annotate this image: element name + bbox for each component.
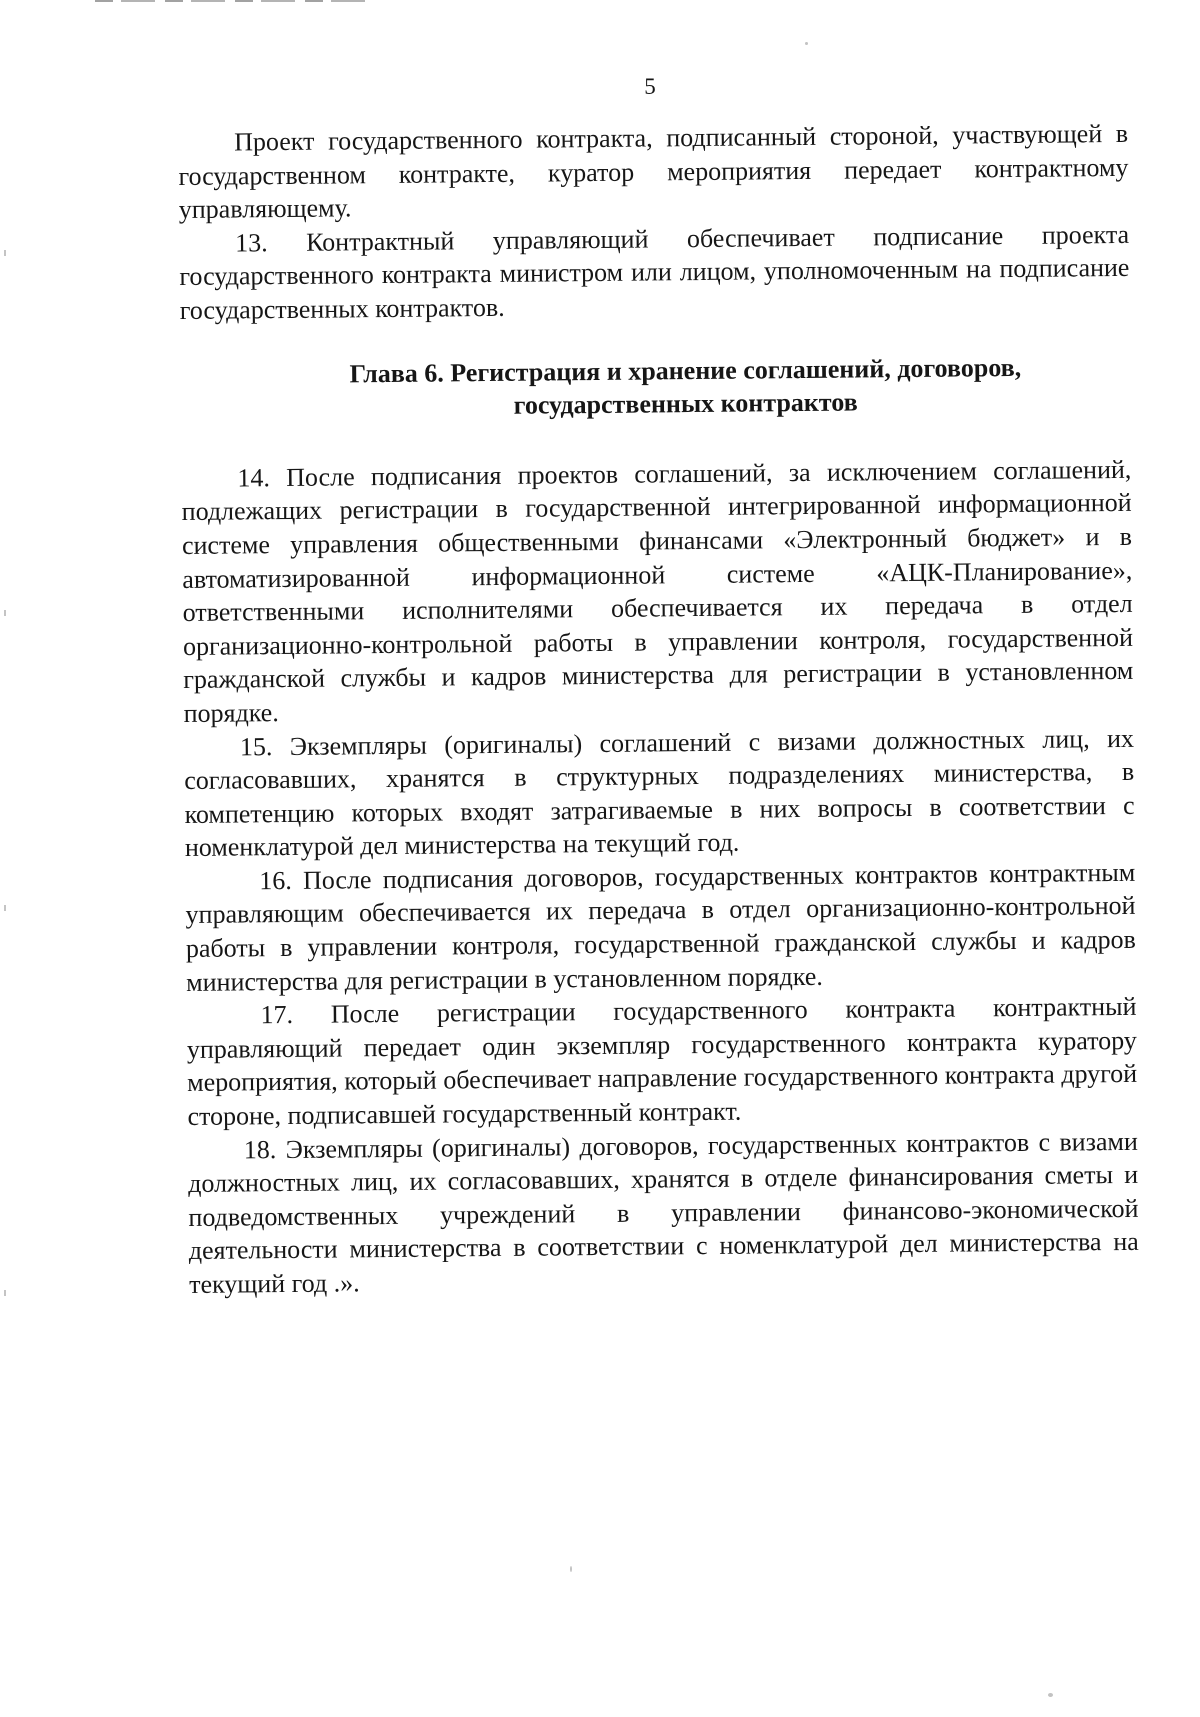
scan-speck: [1048, 1693, 1053, 1697]
page-number: 5: [644, 74, 656, 99]
paragraph-16: 16. После подписания договоров, государственных контрактов контрактным управляющим обеспечивается их передача в отдел организационно-контрольной работы в управлении контроля, государственной гражданской службы и кадров министерства для регистрации в установленном порядке.: [185, 857, 1136, 997]
scan-speck: [805, 42, 808, 45]
paragraph-14: 14. После подписания проектов соглашений, за исключением соглашений, подлежащих регистрации в государственной интегрированной информационной системе управления общественными финансами «Электронный бюджет» и в автоматизированной информационной системе «АЦК-Планирование», ответственными исполнителями обеспечивается их передача в отдел организационно-контрольной работы в управлении контроля, государственной гражданской службы и кадров министерства для регистрации в установленном порядке.: [181, 454, 1134, 728]
paragraph-contract-transfer: Проект государственного контракта, подписанный стороной, участвующей в государственном контракте, куратор мероприятия передает контрактному управляющему.: [178, 118, 1129, 225]
scan-speck: [570, 1566, 572, 1572]
chapter-title-line-2: государственных контрактов: [513, 387, 858, 420]
paragraph-17: 17. После регистрации государственного контракта контрактный управляющий передает один экземпляр государственного контракта куратору мероприятия, который обеспечивает направление государственного контракта другой стороне, подписавшей государственный контракт.: [186, 992, 1138, 1131]
chapter-title-line-1: Глава 6. Регистрация и хранение соглашений, договоров,: [349, 352, 1022, 388]
scan-edge-dot: [4, 250, 6, 256]
scan-edge-dot: [4, 610, 6, 616]
paragraph-15: 15. Экземпляры (оригиналы) соглашений с визами должностных лиц, их согласовавших, хранятся в структурных подразделениях министерства, в компетенцию которых входят затрагиваемые в них вопросы в соответствии с номенклатурой дел министерства на текущий год.: [184, 723, 1135, 863]
chapter-heading: [180, 349, 1131, 425]
scan-edge-mark: [95, 0, 365, 2]
document-body: [178, 117, 1139, 1302]
paragraph-13: 13. Контрактный управляющий обеспечивает подписание проекта государственного контракта министром или лицом, уполномоченным на подписание государственных контрактов.: [179, 219, 1130, 325]
scan-edge-dot: [4, 1290, 6, 1296]
scan-edge-dot: [4, 905, 6, 911]
paragraph-18: 18. Экземпляры (оригиналы) договоров, государственных контрактов с визами должностных лиц, их согласовавших, хранятся в отделе финансирования сметы и подведомственных учреждений в управлении финансово-экономической деятельности министерства в соответствии с номенклатурой дел министерства на текущий год .».: [188, 1126, 1139, 1299]
